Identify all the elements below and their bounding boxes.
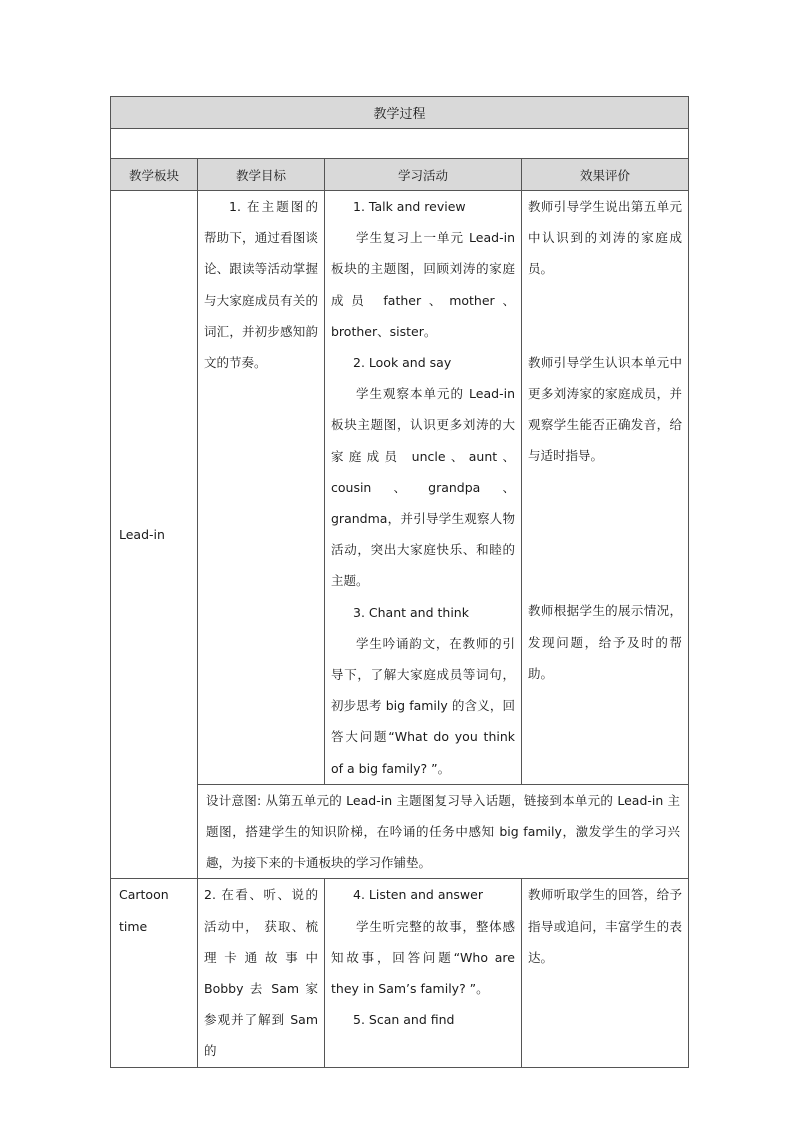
stage-cartoon: Cartoon time [111, 879, 198, 1067]
evaluation-text: 教师引导学生说出第五单元中认识到的刘涛的家庭成员。 [528, 199, 683, 277]
lesson-process-table [110, 96, 689, 1068]
header-row [111, 159, 689, 191]
goal-cartoon: 2. 在看、听、说的活动中， 获取、梳理卡通故事中 Bobby 去 Sam 家参观并了解到 Sam的 [204, 887, 318, 1059]
blank-row [111, 129, 689, 159]
design-intent: 设计意图: 从第五单元的 Lead-in 主题图复习导入话题，链接到本单元的 Lead-in 主题图，搭建学生的知识阶梯，在吟诵的任务中感知 big family，激发学生的学习兴趣，为接下来的卡通板块的学习作铺垫。 [198, 784, 689, 879]
activities-leadin-cell [325, 191, 522, 785]
evaluation-text: 教师根据学生的展示情况，发现问题，给予及时的帮助。 [528, 603, 683, 681]
activity-title: 2. Look and say [353, 355, 452, 371]
stage-leadin: Lead-in [111, 191, 198, 879]
activity-body: 学生观察本单元的 Lead-in 板块主题图，认识更多刘涛的大家庭成员 uncle、aunt、cousin、grandpa、grandma，并引导学生观察人物活动，突出大家庭快乐、和睦的主题。 [331, 386, 515, 589]
evaluation-text: 教师引导学生认识本单元中更多刘涛家的家庭成员，并观察学生能否正确发音，给与适时指导。 [528, 354, 683, 464]
cartoon-row [111, 879, 689, 1067]
header-evaluation: 效果评价 [522, 159, 689, 191]
evaluation-leadin-cell [522, 191, 689, 785]
activity-title: 5. Scan and find [353, 1012, 455, 1028]
activity-body: 学生听完整的故事，整体感知故事，回答问题“Who are they in Sam’s family? ”。 [331, 918, 515, 997]
header-activity: 学习活动 [325, 159, 522, 191]
activity-body: 学生复习上一单元 Lead-in 板块的主题图，回顾刘涛的家庭成员 father、mother、brother、sister。 [331, 230, 515, 339]
leadin-row [111, 191, 689, 785]
activity-body: 学生吟诵韵文，在教师的引导下，了解大家庭成员等词句，初步思考 big family 的含义，回答大问题“What do you think of a big family? ”。 [331, 635, 515, 776]
goal-cartoon-cell [198, 879, 325, 1067]
activity-title: 1. Talk and review [353, 199, 466, 214]
evaluation-cartoon-cell [522, 879, 689, 1067]
header-stage: 教学板块 [111, 159, 198, 191]
goal-leadin: 1. 在主题图的帮助下，通过看图谈论、跟读等活动掌握与大家庭成员有关的词汇，并初步感知韵文的节奏。 [204, 199, 318, 371]
evaluation-text: 教师听取学生的回答，给予指导或追问，丰富学生的表达。 [528, 887, 683, 965]
activity-title: 3. Chant and think [353, 604, 469, 620]
lesson-process-table-wrapper [110, 96, 688, 1068]
activities-cartoon-cell [325, 879, 522, 1067]
activity-title: 4. Listen and answer [353, 887, 483, 903]
table-title: 教学过程 [111, 97, 689, 129]
header-goal: 教学目标 [198, 159, 325, 191]
design-intent-row [111, 784, 689, 879]
goal-leadin-cell [198, 191, 325, 785]
